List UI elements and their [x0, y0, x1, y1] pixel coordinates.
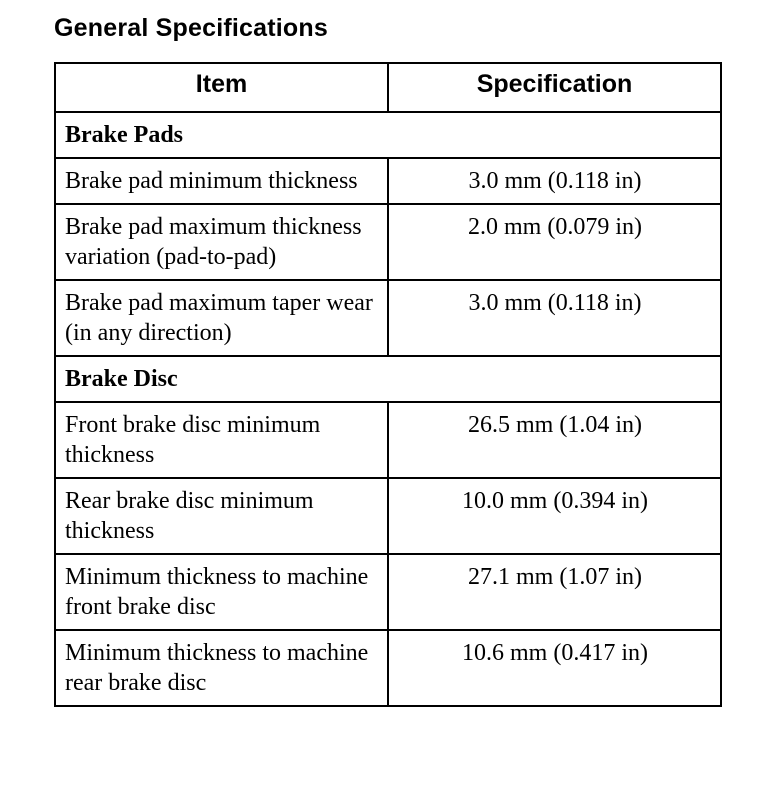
section-row-brake-pads: [55, 112, 721, 158]
table-row: [55, 402, 721, 478]
item-cell: Brake pad maximum thickness variation (pad-to-pad): [55, 204, 388, 280]
table-row: [55, 554, 721, 630]
section-row-brake-disc: [55, 356, 721, 402]
spec-cell: 26.5 mm (1.04 in): [388, 402, 721, 478]
item-cell: Front brake disc minimum thickness: [55, 402, 388, 478]
table-row: [55, 158, 721, 204]
spec-cell: 27.1 mm (1.07 in): [388, 554, 721, 630]
item-cell: Brake pad minimum thickness: [55, 158, 388, 204]
table-row: [55, 280, 721, 356]
item-cell: Minimum thickness to machine rear brake disc: [55, 630, 388, 706]
specifications-table: [54, 62, 722, 707]
spec-cell: 2.0 mm (0.079 in): [388, 204, 721, 280]
table-row: [55, 204, 721, 280]
column-header-item: Item: [55, 63, 388, 112]
section-title: Brake Pads: [55, 112, 721, 158]
table-header-row: [55, 63, 721, 112]
spec-cell: 3.0 mm (0.118 in): [388, 280, 721, 356]
table-row: [55, 478, 721, 554]
page-title: General Specifications: [54, 14, 328, 42]
spec-cell: 10.6 mm (0.417 in): [388, 630, 721, 706]
spec-cell: 10.0 mm (0.394 in): [388, 478, 721, 554]
column-header-specification: Specification: [388, 63, 721, 112]
item-cell: Rear brake disc minimum thickness: [55, 478, 388, 554]
section-title: Brake Disc: [55, 356, 721, 402]
item-cell: Brake pad maximum taper wear (in any direction): [55, 280, 388, 356]
spec-cell: 3.0 mm (0.118 in): [388, 158, 721, 204]
table-row: [55, 630, 721, 706]
item-cell: Minimum thickness to machine front brake disc: [55, 554, 388, 630]
